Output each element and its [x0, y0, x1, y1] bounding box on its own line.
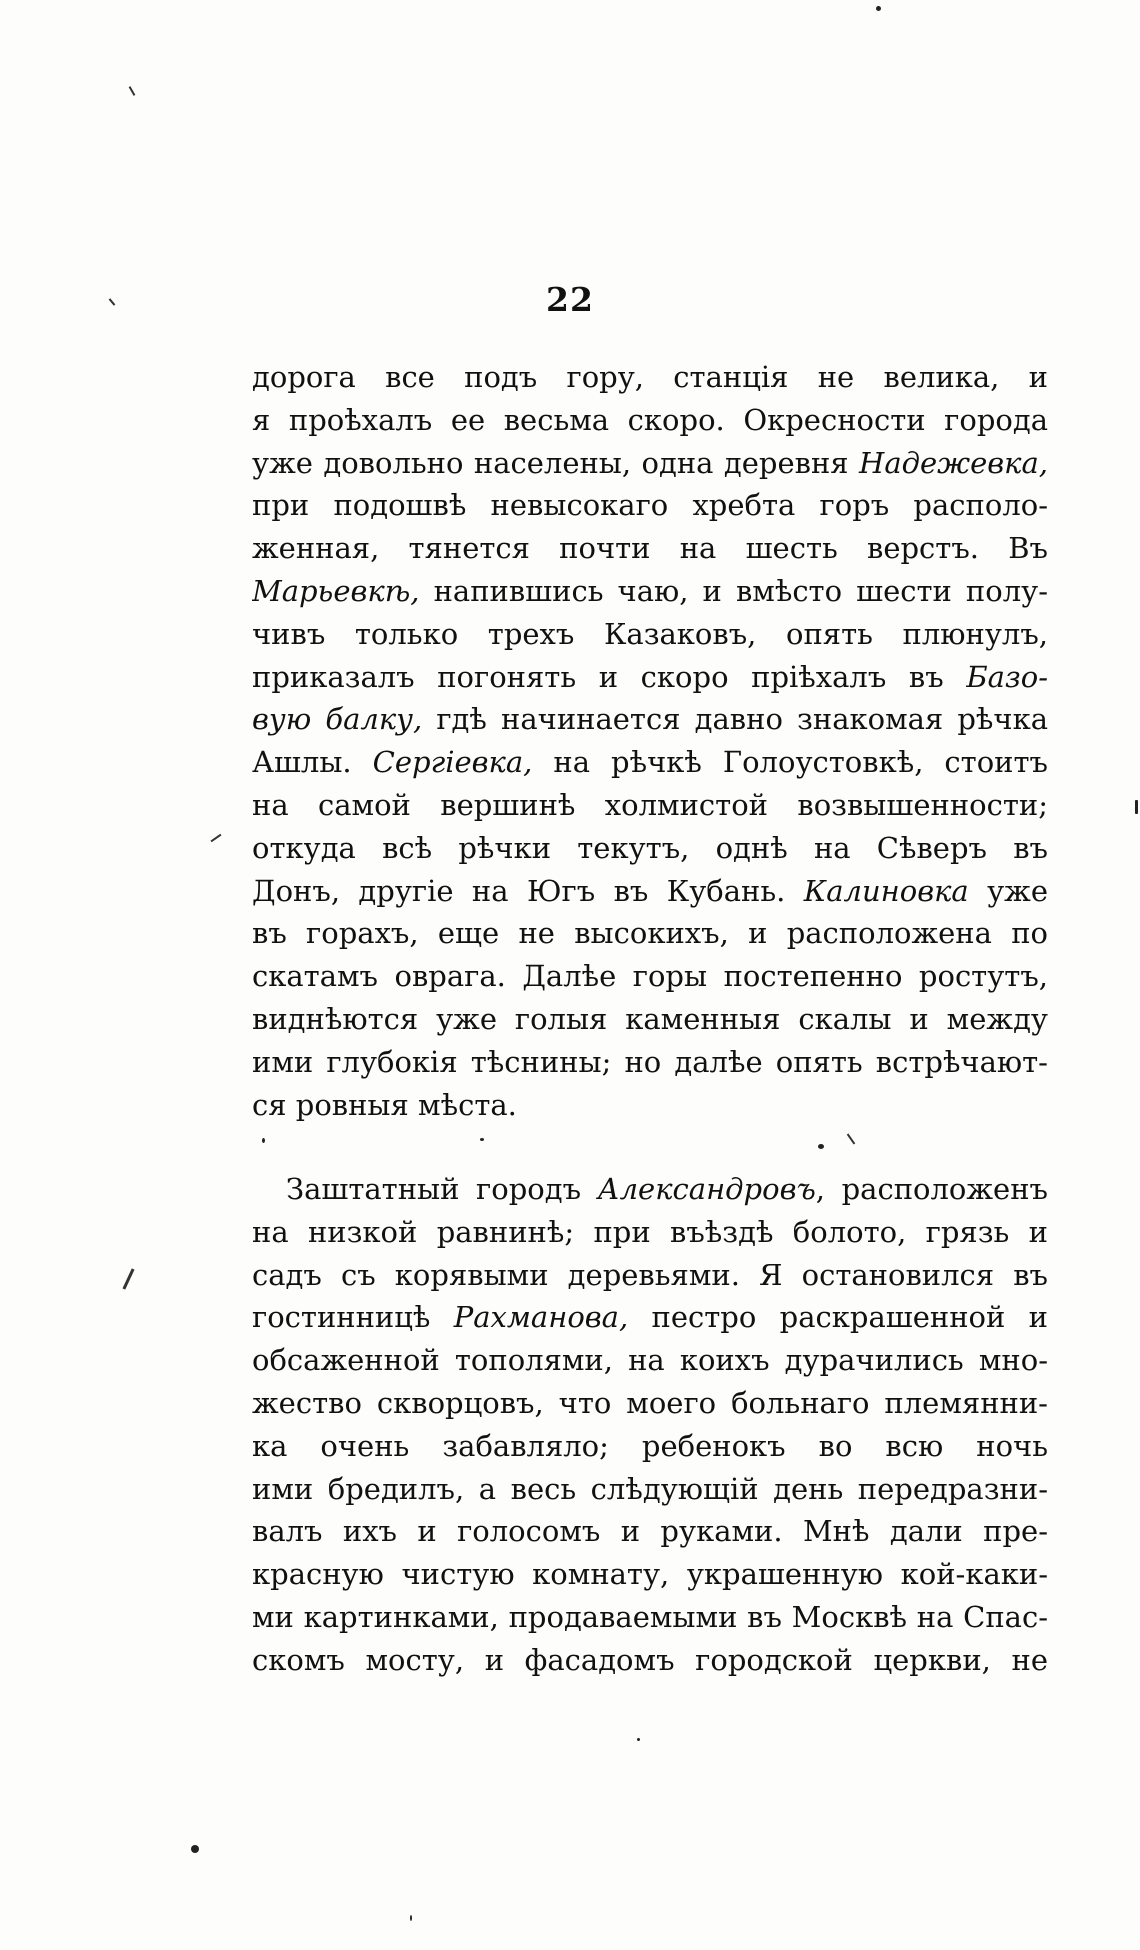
- scan-speck: [410, 1915, 412, 1921]
- text-line: [252, 912, 1048, 955]
- scan-speck: [480, 1138, 484, 1141]
- line-text: пестро раскрашенной и: [628, 1300, 1048, 1335]
- line-text: красную чистую комнату, украшенную кой-каки-: [252, 1557, 1048, 1592]
- line-text: обсаженной тополями, на коихъ дурачились мно-: [252, 1343, 1048, 1378]
- line-text: ся ровныя мѣста.: [252, 1087, 517, 1122]
- italic-text: Сергіевка,: [372, 745, 533, 780]
- line-text: жество скворцовъ, что моего больнаго племянни-: [252, 1385, 1048, 1420]
- scan-mark: [211, 834, 222, 843]
- line-text: ими глубокія тѣснины; но далѣе опять встрѣчают-: [252, 1044, 1048, 1079]
- line-text: гдѣ начинается давно знакомая рѣчка: [422, 702, 1048, 737]
- line-text: откуда всѣ рѣчки текутъ, однѣ на Сѣверъ въ: [252, 830, 1048, 865]
- text-line: [252, 1596, 1048, 1639]
- italic-text: вую балку,: [252, 702, 423, 737]
- scan-mark: [129, 86, 136, 96]
- line-text: дорога все подъ гору, станція не велика, и: [252, 360, 1048, 394]
- italic-text: Калиновка: [803, 873, 969, 908]
- line-text: ми картинками, продаваемыми въ Москвѣ на Спас-: [252, 1599, 1048, 1634]
- text-line: [252, 1084, 1048, 1127]
- line-text: женная, тянется почти на шесть верстъ. Въ: [252, 531, 1048, 566]
- scan-speck: [1135, 800, 1138, 814]
- text-line: [252, 442, 1048, 485]
- text-line: [252, 870, 1048, 913]
- line-text: при подошвѣ невысокаго хребта горъ располо-: [252, 488, 1048, 523]
- text-line: [252, 399, 1048, 442]
- text-line: [252, 698, 1048, 741]
- italic-text: Надежевка,: [859, 445, 1048, 480]
- scan-speck: [637, 1738, 640, 1741]
- text-line: [252, 1254, 1048, 1297]
- line-text: , расположенъ: [815, 1172, 1048, 1206]
- text-line: [252, 1425, 1048, 1468]
- italic-text: Базо-: [966, 659, 1048, 694]
- text-line: [252, 827, 1048, 870]
- text-line: [252, 1168, 1048, 1211]
- text-line: [252, 1553, 1048, 1596]
- text-line: [252, 613, 1048, 656]
- line-text: уже довольно населены, одна деревня: [252, 445, 860, 480]
- text-line: [252, 1296, 1048, 1339]
- text-line: [252, 527, 1048, 570]
- text-line: [252, 484, 1048, 527]
- text-line: [252, 1211, 1048, 1254]
- line-text: Ашлы.: [252, 745, 373, 780]
- line-text: на рѣчкѣ Голоустовкѣ, стоитъ: [532, 745, 1048, 780]
- text-line: [252, 998, 1048, 1041]
- italic-text: Рахманова,: [453, 1300, 629, 1335]
- line-text: ка очень забавляло; ребенокъ во всю ночь: [252, 1428, 1048, 1463]
- line-text: на низкой равнинѣ; при въѣздѣ болото, грязь и: [252, 1214, 1048, 1249]
- scan-mark: [122, 1268, 134, 1289]
- scan-speck: [191, 1845, 199, 1853]
- line-text: уже: [968, 873, 1048, 908]
- text-line: [252, 955, 1048, 998]
- line-text: скатамъ оврага. Далѣе горы постепенно ростутъ,: [252, 959, 1048, 994]
- line-text: приказалъ погонять и скоро пріѣхалъ въ: [252, 659, 967, 694]
- text-line: [252, 741, 1048, 784]
- text-line: [252, 1510, 1048, 1553]
- page-number: 22: [546, 280, 594, 319]
- line-text: я проѣхалъ ее весьма скоро. Окресности города: [252, 402, 1048, 437]
- scan-speck: [876, 6, 881, 11]
- line-text: садъ съ корявыми деревьями. Я остановился въ: [252, 1257, 1048, 1292]
- line-text: чивъ только трехъ Казаковъ, опять плюнулъ,: [252, 616, 1048, 651]
- italic-text: Александровъ: [597, 1172, 816, 1206]
- italic-text: Марьевкѣ,: [252, 573, 420, 608]
- line-text: скомъ мосту, и фасадомъ городской церкви, не: [252, 1642, 1048, 1677]
- paragraph-1: [252, 356, 1048, 1126]
- line-text: ими бредилъ, а весь слѣдующій день передразни-: [252, 1471, 1048, 1506]
- line-text: Донъ, другіе на Югъ въ Кубань.: [252, 873, 804, 908]
- text-line: [252, 570, 1048, 613]
- line-text: виднѣются уже голыя каменныя скалы и между: [252, 1001, 1048, 1036]
- text-line: [252, 1639, 1048, 1682]
- text-line: [252, 1339, 1048, 1382]
- scan-mark: [847, 1134, 856, 1145]
- text-line: [252, 356, 1048, 399]
- paragraph-2: [252, 1168, 1048, 1682]
- line-text: гостинницѣ: [252, 1300, 454, 1335]
- line-text: въ горахъ, еще не высокихъ, и расположена по: [252, 916, 1048, 951]
- text-line: [252, 784, 1048, 827]
- text-line: [252, 1468, 1048, 1511]
- line-text: валъ ихъ и голосомъ и руками. Мнѣ дали пре-: [252, 1514, 1048, 1549]
- line-text: Заштатный городъ: [286, 1172, 598, 1206]
- scan-speck: [818, 1144, 824, 1149]
- line-text: напившись чаю, и вмѣсто шести полу-: [419, 573, 1048, 608]
- text-line: [252, 1041, 1048, 1084]
- text-line: [252, 1382, 1048, 1425]
- line-text: на самой вершинѣ холмистой возвышенности;: [252, 787, 1048, 822]
- scan-speck: [262, 1138, 265, 1143]
- text-line: [252, 656, 1048, 699]
